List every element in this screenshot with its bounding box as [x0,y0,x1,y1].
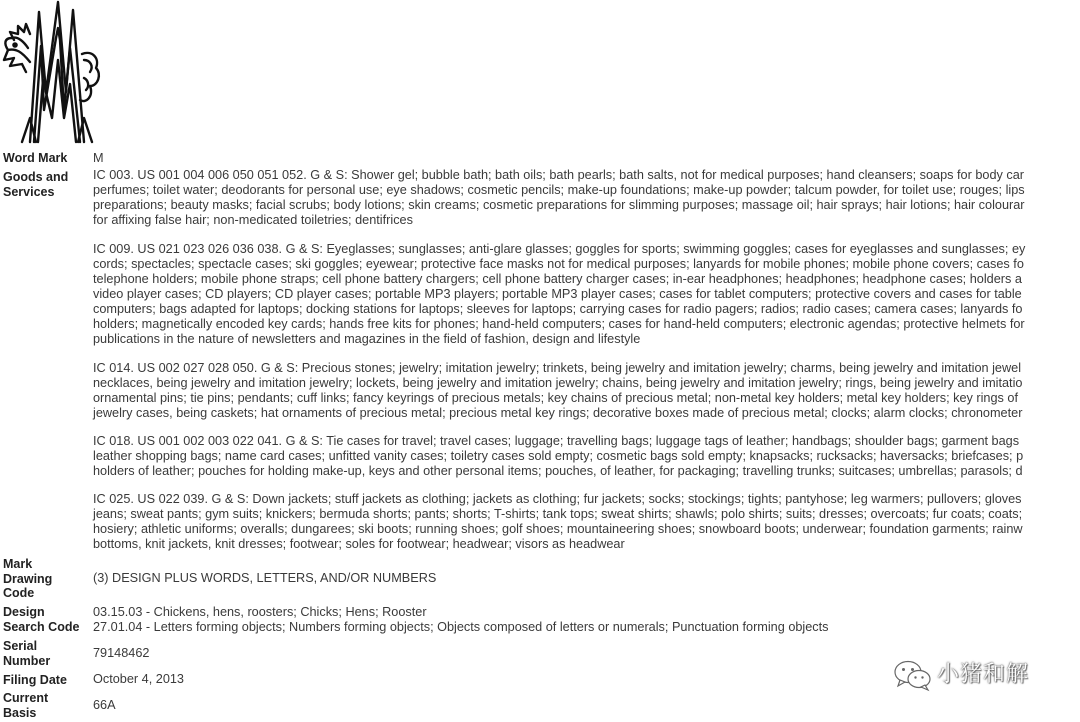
current-basis-value: 66A [93,698,116,712]
moncler-mark-logo [0,0,104,146]
goods-services-paragraph-ic009: IC 009. US 021 023 026 036 038. G & S: Eyeglasses; sunglasses; anti-glare glasses; goggles for sports; swimming goggles; cases for eyeglasses and sunglasses; ey cords; spectacles; spectacle cases; ski goggles; eyewear; protective face masks not for medical purposes; lanyards for mobile phones; mobile phone covers; cases fo telephone holders; mobile phone straps; cell phone battery chargers; cell phone battery charger cases; in-ear headphones; headphones; headphone cases; holders a video player cases; CD players; CD player cases; portable MP3 players; portable MP3 player cases; cases for tablet computers; protective covers and cases for table computers; bags adapted for laptops; docking stations for laptops; sleeves for laptops; carrying cases for radio pagers; radios; radio cases; camera cases; lanyards fo holders; magnetically encoded key cards; hands free kits for phones; hand-held computers; cases for hand-held computers; electronic agendas; protective helmets for publications in the nature of newsletters and magazines in the field of fashion, design and lifestyle [93,242,1026,346]
wechat-icon [893,658,933,692]
word-mark-value: M [93,151,104,165]
serial-number-value: 79148462 [93,646,150,660]
goods-services-paragraph-ic003: IC 003. US 001 004 006 050 051 052. G & S: Shower gel; bubble bath; bath oils; bath pearls; bath salts, not for medical purposes; hand cleansers; soaps for body car perfumes; toilet water; deodorants for personal use; eye shadows; cosmetic pencils; make-up foundations; make-up powder; talcum powder, for toilet use; rouges; lips preparations; beauty masks; facial scrubs; body lotions; skin creams; cosmetic preparations for slimming purposes; massage oil; hair sprays; hair lotions; hair colourar for affixing false hair; non-medicated toiletries; dentifrices [93,168,1025,227]
filing-date-value: October 4, 2013 [93,672,184,686]
watermark [893,658,1063,694]
word-mark-label: Word Mark [3,151,68,165]
watermark-text: 小猪和解 [937,662,1030,687]
serial-number-label: Serial Number [3,639,51,668]
mark-drawing-code-label: Mark Drawing Code [3,557,53,600]
filing-date-label: Filing Date [3,673,67,687]
design-search-code-label: Design Search Code [3,605,80,634]
current-basis-label: Current Basis [3,691,49,720]
design-search-code-values: 03.15.03 - Chickens, hens, roosters; Chicks; Hens; Rooster 27.01.04 - Letters forming objects; Numbers forming objects; Objects composed of letters or numerals; Punctuation forming objects [93,605,829,634]
goods-and-services-label: Goods and Services [3,170,69,199]
goods-services-paragraph-ic025: IC 025. US 022 039. G & S: Down jackets; stuff jackets as clothing; jackets as clothing; fur jackets; socks; stockings; tights; pantyhose; leg warmers; pullovers; gloves jeans; sweat pants; gym suits; knickers; bermuda shorts; pants; shorts; T-shirts; tank tops; sweat shirts; shawls; polo shirts; suits; dresses; overcoats; fur coats; coats; hosiery; athletic uniforms; overalls; dungarees; ski boots; running shoes; golf shoes; mountaineering shoes; snowboard boots; underwear; foundation garments; rainw bottoms, knit jackets, knit dresses; footwear; soles for footwear; headwear; visors as headwear [93,492,1023,551]
goods-services-paragraph-ic014: IC 014. US 002 027 028 050. G & S: Precious stones; jewelry; imitation jewelry; trinkets, being jewelry and imitation jewelry; charms, being jewelry and imitation jewel necklaces, being jewelry and imitation jewelry; lockets, being jewelry and imitation jewelry; chains, being jewelry and imitation jewelry; rings, being jewelry and imitatio ornamental pins; tie pins; pendants; cuff links; fancy keyrings of precious metals; key chains of precious metal; non-metal key holders; metal key holders; key rings of jewelry cases, being caskets; hat ornaments of precious metal; precious metal key rings; decorative boxes made of precious metal; clocks; alarm clocks; chronometer [93,361,1023,420]
goods-services-paragraph-ic018: IC 018. US 001 002 003 022 041. G & S: Tie cases for travel; travel cases; luggage; travelling bags; luggage tags of leather; handbags; shoulder bags; garment bags leather shopping bags; name card cases; unfitted vanity cases; toiletry cases sold empty; cosmetic bags sold empty; knapsacks; rucksacks; haversacks; briefcases; p holders of leather; pouches for holding make-up, keys and other personal items; pouches, of leather, for packaging; travelling trunks; suitcases; umbrellas; parasols; d [93,434,1024,478]
mark-drawing-code-value: (3) DESIGN PLUS WORDS, LETTERS, AND/OR NUMBERS [93,571,437,585]
